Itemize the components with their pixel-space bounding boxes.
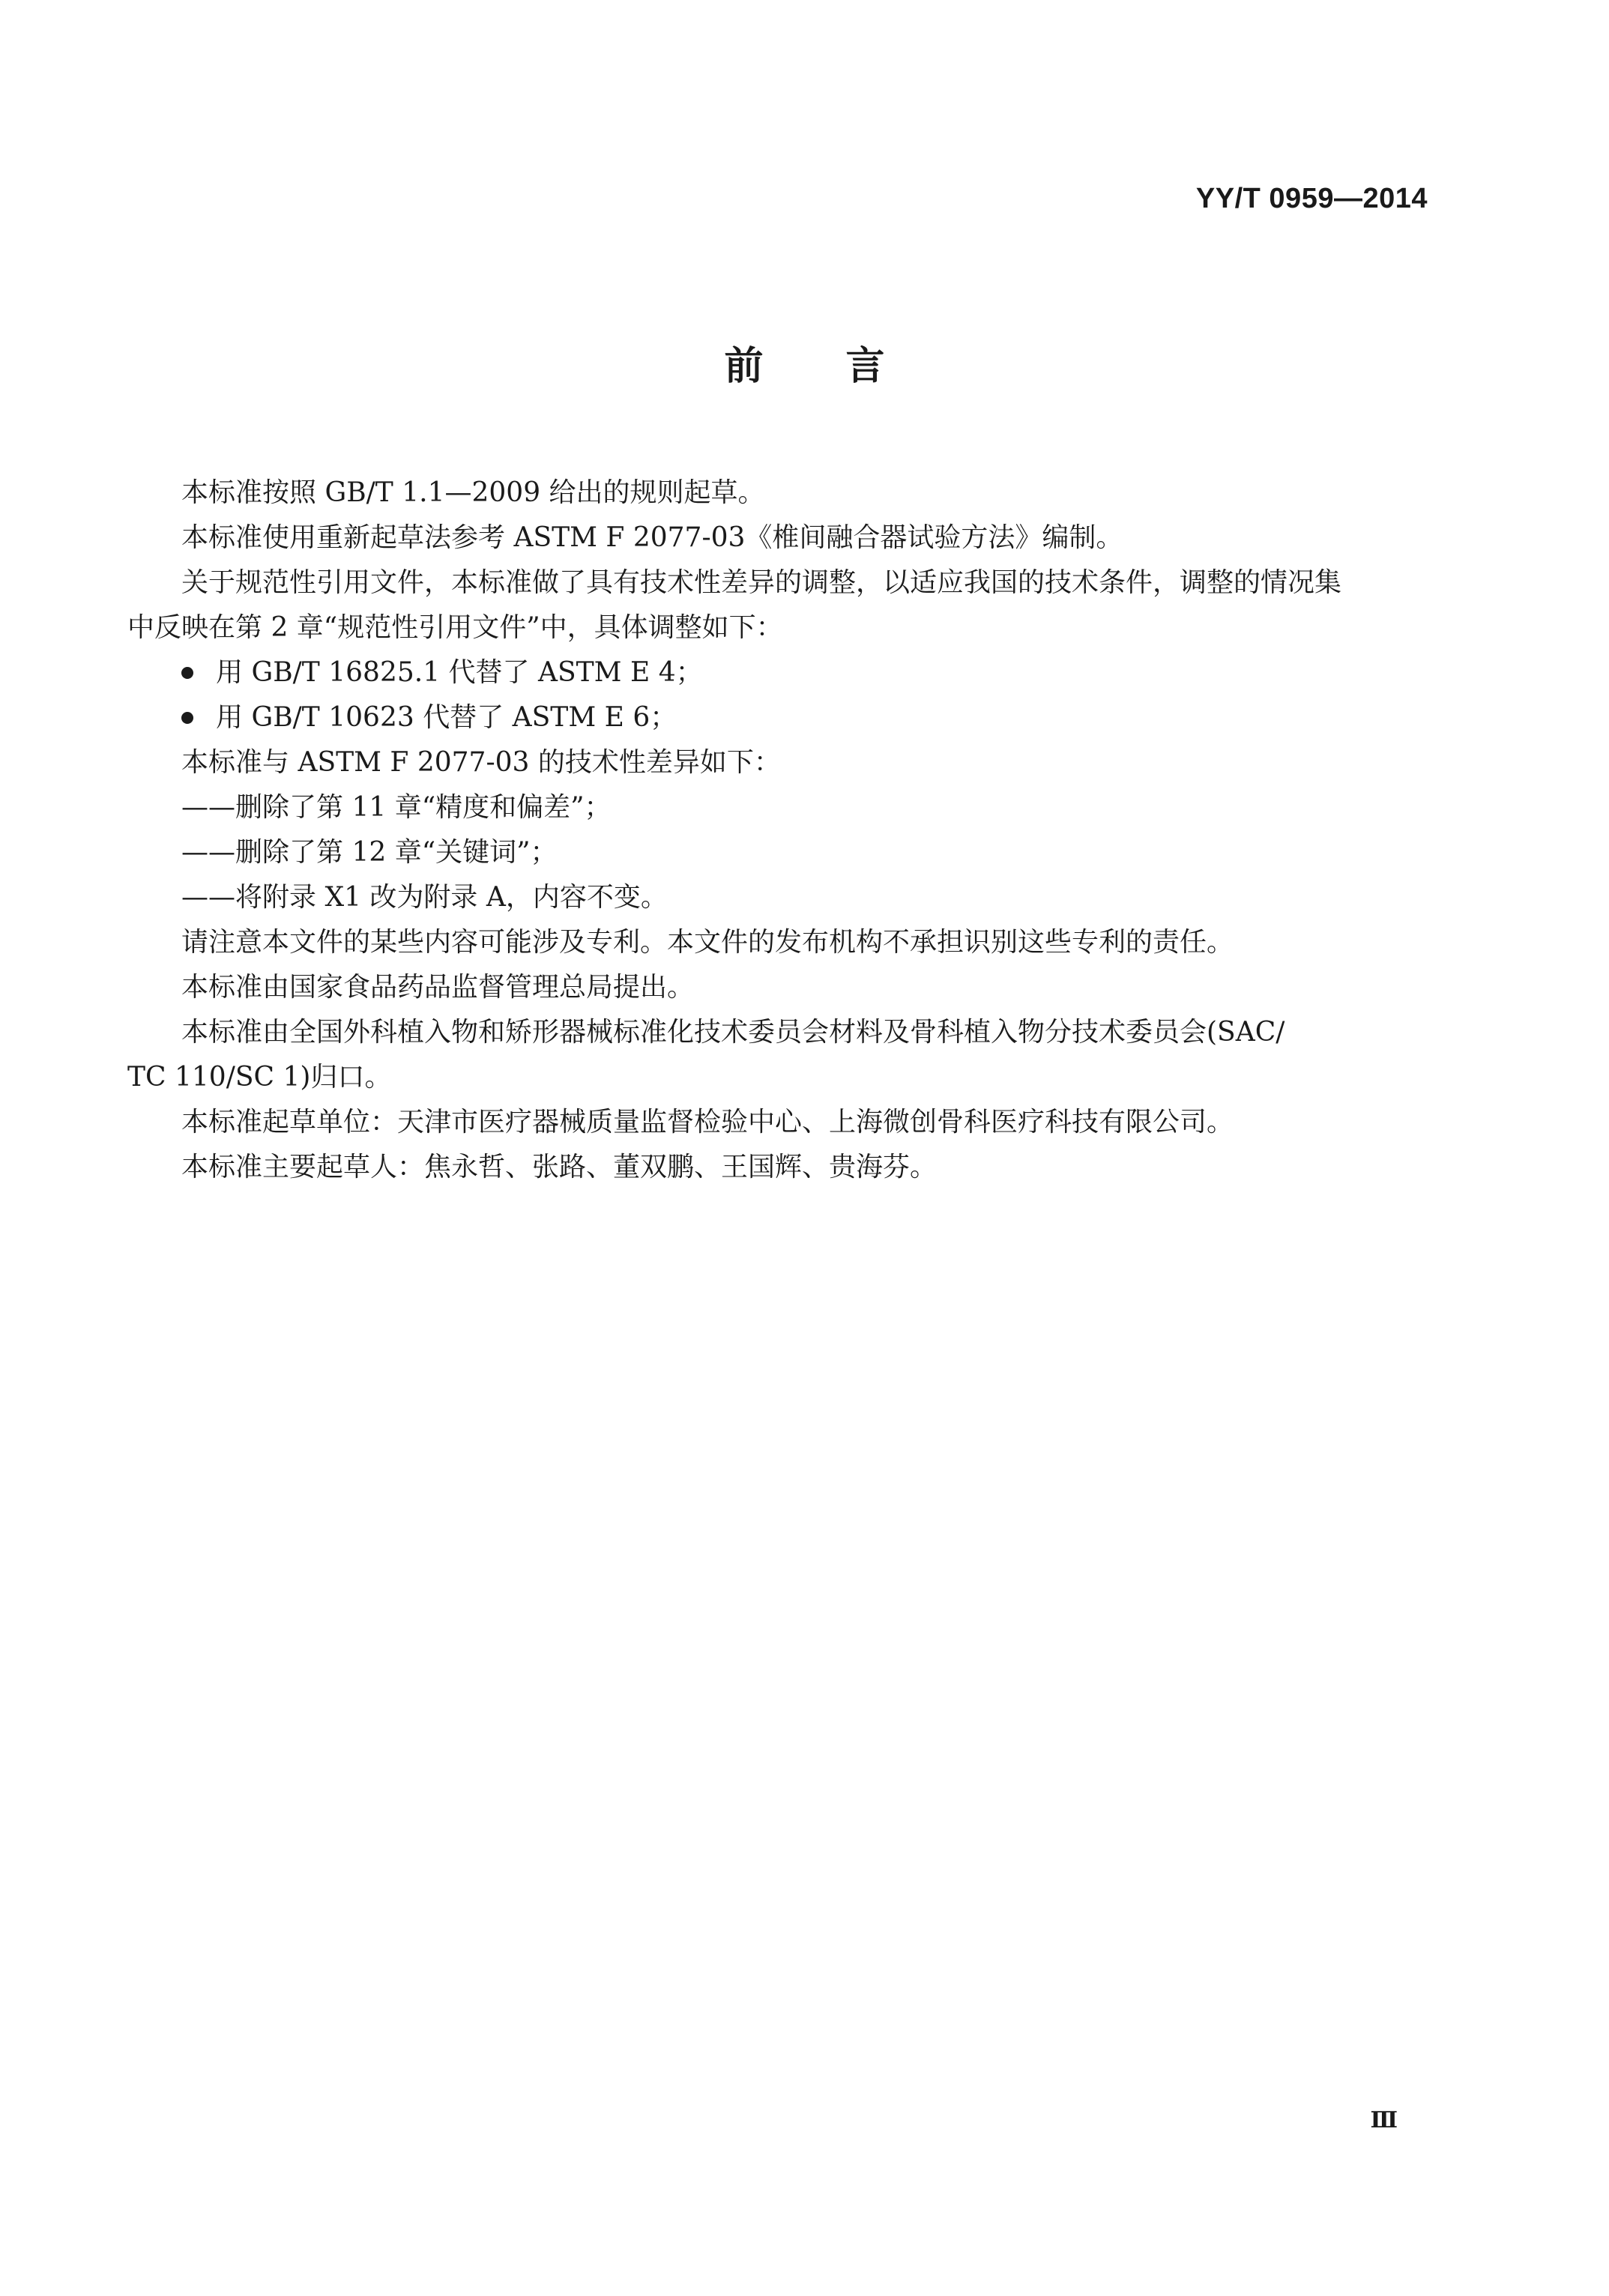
list-item: [127, 695, 1476, 740]
bullet-icon: [181, 667, 193, 679]
page-number: Ⅲ: [1370, 2107, 1398, 2133]
paragraph-drafters: 本标准主要起草人：焦永哲、张路、董双鹏、王国辉、贵海芬。: [181, 1152, 938, 1182]
paragraph-normative-references: 关于规范性引用文件，本标准做了具有技术性差异的调整，以适应我国的技术条件，调整的情况集: [181, 567, 1342, 598]
paragraph-committee: 本标准由全国外科植入物和矫形器械标准化技术委员会材料及骨科植入物分技术委员会(SAC/: [181, 1017, 1285, 1048]
paragraph-drafting-rules: 本标准按照 GB/T 1.1—2009 给出的规则起草。: [181, 477, 765, 508]
paragraph-technical-differences: 本标准与 ASTM F 2077-03 的技术性差异如下：: [181, 747, 781, 778]
list-item: ——删除了第 11 章“精度和偏差”；: [181, 792, 612, 823]
paragraph-committee-cont: TC 110/SC 1)归口。: [127, 1062, 392, 1093]
bullet-icon: [181, 712, 193, 724]
bullet-text: 用 GB/T 10623 代替了 ASTM E 6；: [216, 702, 677, 733]
list-item: ——删除了第 12 章“关键词”；: [181, 837, 558, 868]
list-item: [127, 650, 1476, 695]
paragraph-drafting-units: 本标准起草单位：天津市医疗器械质量监督检验中心、上海微创骨科医疗科技有限公司。: [181, 1107, 1234, 1138]
foreword-body: [127, 471, 1476, 1190]
bullet-text: 用 GB/T 16825.1 代替了 ASTM E 4；: [216, 657, 703, 688]
standard-code: YY/T 0959—2014: [1195, 183, 1428, 214]
paragraph-reference-standard: 本标准使用重新起草法参考 ASTM F 2077-03《椎间融合器试验方法》编制。: [181, 522, 1123, 553]
list-item: ——将附录 X1 改为附录 A，内容不变。: [181, 882, 668, 913]
page-title: 前言: [724, 344, 967, 389]
paragraph-proposer: 本标准由国家食品药品监督管理总局提出。: [181, 972, 695, 1003]
paragraph-normative-references-cont: 中反映在第 2 章“规范性引用文件”中，具体调整如下：: [127, 612, 783, 643]
paragraph-patent-notice: 请注意本文件的某些内容可能涉及专利。本文件的发布机构不承担识别这些专利的责任。: [181, 927, 1234, 958]
